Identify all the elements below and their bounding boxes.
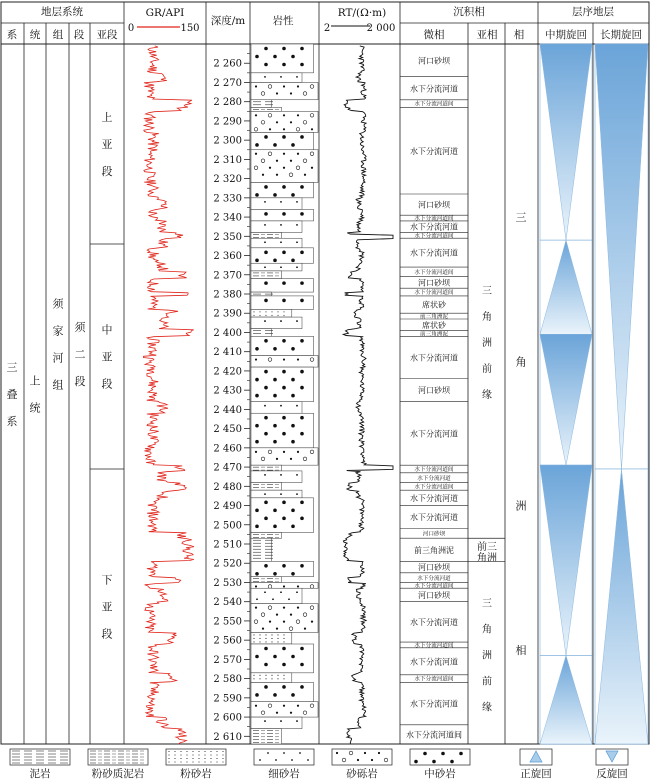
depth-tick-label: 2 420	[213, 366, 242, 378]
subfacies-label: 前三	[477, 542, 497, 554]
microfacies-header: 微相	[423, 29, 445, 41]
svg-text:洲: 洲	[482, 338, 492, 350]
legend-label: 反旋回	[596, 768, 628, 780]
depth-tick-label: 2 550	[213, 616, 242, 628]
gr-max-label: 150	[180, 23, 200, 34]
legend-item-siltstone	[166, 749, 226, 780]
microfacies-label: 水下分流河道	[410, 429, 458, 439]
depth-tick-label: 2 370	[213, 270, 242, 282]
svg-text:三: 三	[482, 598, 492, 610]
sed-facies-header: 沉积相	[453, 6, 485, 18]
legend-item-positive	[520, 749, 552, 780]
lithology-track	[251, 44, 318, 744]
depth-tick-label: 2 610	[213, 731, 242, 743]
rt-min-label: 2	[323, 23, 331, 34]
lith-bed	[251, 702, 318, 717]
formation-label	[53, 297, 65, 392]
medium-cycle-positive	[540, 334, 592, 465]
microfacies-label: 水下分流河道	[417, 475, 451, 482]
lith-bed	[251, 309, 292, 317]
microfacies-label: 河口砂坝	[418, 591, 450, 601]
lith-bed	[251, 182, 314, 197]
depth-header: 深度/m	[210, 15, 246, 27]
lith-bed	[251, 263, 302, 271]
series-text	[30, 374, 41, 415]
microfacies-label: 水下分流河道	[410, 657, 458, 667]
microfacies-label: 河口砂坝	[422, 531, 446, 538]
medium-cycle-header: 中期旋回	[545, 29, 587, 41]
svg-text:段: 段	[101, 165, 113, 178]
member-label	[75, 320, 87, 388]
svg-text:二: 二	[74, 348, 86, 361]
depth-tick-label: 2 400	[213, 327, 242, 339]
depth-tick-label: 2 360	[213, 251, 242, 263]
long-cycle-positive	[595, 44, 648, 469]
depth-tick-label: 2 500	[213, 520, 242, 532]
lith-bed	[251, 471, 302, 483]
svg-text:三: 三	[6, 361, 18, 374]
subfacies-label: 角洲	[477, 553, 497, 565]
microfacies-track	[400, 55, 468, 744]
svg-text:中: 中	[101, 323, 113, 337]
depth-tick-label: 2 460	[213, 443, 242, 455]
depth-tick-label: 2 380	[213, 289, 242, 301]
lith-bed	[251, 271, 282, 279]
microfacies-label: 前三角洲泥	[420, 314, 448, 321]
depth-tick-label: 2 410	[213, 347, 242, 359]
svg-text:亚: 亚	[101, 350, 113, 364]
depth-tick-label: 2 540	[213, 597, 242, 609]
lith-bed	[251, 317, 302, 329]
microfacies-label: 河口砂坝	[418, 278, 450, 288]
svg-text:须: 须	[74, 321, 86, 334]
svg-text:段: 段	[101, 377, 113, 391]
svg-text:角: 角	[482, 312, 492, 324]
depth-tick-label: 2 590	[213, 693, 242, 705]
sequence-header: 层序地层	[572, 6, 614, 18]
medium-cycle-positive	[540, 44, 592, 240]
microfacies-label: 水下分流河道间	[414, 270, 454, 277]
svg-text:系: 系	[6, 415, 18, 428]
lith-bed	[251, 561, 314, 576]
submember-header: 亚段	[96, 29, 118, 41]
depth-tick-label: 2 330	[213, 193, 242, 205]
legend-label: 泥岩	[29, 768, 51, 780]
microfacies-label: 河口砂坝	[418, 200, 450, 210]
svg-text:统: 统	[29, 401, 41, 415]
microfacies-label: 水下分流河道间	[414, 467, 454, 474]
depth-tick-label: 2 470	[213, 462, 242, 474]
svg-text:段: 段	[101, 627, 113, 641]
member-header: 段	[73, 29, 85, 41]
depth-tick-label: 2 490	[213, 501, 242, 513]
lith-bed	[251, 82, 318, 99]
series-header: 统	[29, 29, 41, 41]
svg-text:亚: 亚	[101, 138, 113, 151]
svg-text:段: 段	[74, 375, 86, 388]
submember-label	[102, 110, 113, 178]
microfacies-label: 水下分流河道间	[414, 290, 454, 297]
depth-tick-label: 2 510	[213, 539, 242, 551]
lith-bed	[251, 632, 292, 644]
microfacies-label: 前三角洲泥	[420, 331, 448, 338]
lith-bed	[251, 238, 302, 248]
rt-header: RT/(Ω·m)	[337, 7, 387, 19]
microfacies-label: 水下分流河道	[410, 146, 458, 156]
depth-tick-label: 2 350	[213, 231, 242, 243]
lith-bed	[251, 490, 302, 498]
svg-text:须: 须	[52, 297, 64, 311]
depth-tick-label: 2 300	[213, 135, 242, 147]
lith-bed	[251, 682, 314, 701]
legend-label: 粉砂岩	[180, 768, 212, 780]
formation-header: 组	[52, 29, 64, 41]
depth-tick-label: 2 340	[213, 212, 242, 224]
svg-text:下: 下	[101, 573, 113, 587]
facies-char: 角	[515, 355, 527, 369]
microfacies-label: 水下分流河道	[410, 248, 458, 258]
series-label	[30, 374, 41, 415]
depth-tick-label: 2 280	[213, 97, 242, 109]
depth-tick-label: 2 430	[213, 385, 242, 397]
microfacies-label: 水下分流河道间	[414, 484, 454, 491]
legend-label: 粉砂质泥岩	[91, 768, 145, 780]
lith-bed	[251, 329, 271, 337]
submember-label	[102, 323, 113, 391]
microfacies-label: 水下分流河道	[410, 222, 458, 232]
lith-bed	[251, 100, 271, 108]
microfacies-label: 河口砂坝	[418, 563, 450, 573]
depth-tick-label: 2 580	[213, 674, 242, 686]
legend-item-mud	[10, 749, 70, 780]
strat-system-header: 地层系统	[41, 6, 83, 18]
legend-item-pebbly	[332, 749, 392, 780]
depth-tick-label: 2 320	[213, 174, 242, 186]
medium-cycle-negative	[540, 656, 592, 744]
microfacies-label: 水下分流河道	[410, 353, 458, 363]
lith-bed	[251, 448, 318, 465]
long-cycle-header: 长期旋回	[600, 29, 642, 41]
depth-tick-label: 2 390	[213, 308, 242, 320]
microfacies-label: 水下分流河道	[410, 699, 458, 709]
svg-text:亚: 亚	[101, 600, 113, 614]
medium-cycle-track	[540, 44, 592, 744]
legend-label: 砂砾岩	[346, 768, 378, 780]
facies-char: 洲	[515, 499, 527, 513]
legend-label: 正旋回	[520, 768, 552, 780]
subfacies-label	[482, 285, 492, 401]
lith-bed	[251, 673, 292, 683]
rt-max-label: 2 000	[366, 23, 396, 34]
microfacies-label: 水下分流河道间	[414, 101, 454, 108]
depth-tick-label: 2 290	[213, 116, 242, 128]
lith-bed	[251, 367, 314, 402]
formation-text	[53, 297, 65, 392]
microfacies-label: 水下分流河道	[410, 493, 458, 503]
depth-tick-label: 2 520	[213, 558, 242, 570]
submember-column	[90, 110, 124, 641]
microfacies-label: 河口砂坝	[418, 56, 450, 66]
subfacies-track	[468, 285, 505, 713]
depth-tick-label: 2 560	[213, 635, 242, 647]
legend-item-negative	[596, 749, 628, 780]
facies-char: 三	[515, 211, 527, 225]
gr-header: GR/API	[145, 7, 185, 19]
svg-text:前: 前	[482, 364, 492, 376]
svg-text:上: 上	[101, 111, 113, 124]
depth-track	[213, 54, 250, 743]
facies-track	[516, 211, 527, 657]
legend-label: 细砂岩	[268, 768, 300, 780]
microfacies-label: 水下分流河道	[410, 84, 458, 94]
svg-text:缘: 缘	[482, 702, 492, 714]
depth-tick-label: 2 270	[213, 77, 242, 89]
lith-bed	[251, 248, 314, 263]
legend-label: 中砂岩	[424, 768, 456, 780]
legend-item-medium	[410, 749, 470, 780]
system-label	[7, 361, 18, 428]
svg-text:叠: 叠	[6, 388, 18, 401]
svg-text:前: 前	[482, 676, 492, 688]
legend	[10, 749, 628, 780]
lith-bed	[251, 356, 318, 368]
svg-text:河: 河	[52, 351, 64, 365]
lith-bed	[251, 132, 314, 149]
system-text	[7, 361, 18, 428]
member-text	[75, 320, 87, 388]
microfacies-label: 前三角洲泥	[414, 545, 454, 555]
lith-bed	[251, 336, 314, 355]
long-cycle-negative	[595, 469, 648, 744]
microfacies-label: 水下分流河道间	[414, 676, 454, 683]
microfacies-label: 水下分流河道间	[414, 643, 454, 650]
facies-char: 相	[515, 643, 527, 657]
depth-tick-label: 2 570	[213, 654, 242, 666]
system-header: 系	[6, 29, 18, 41]
lith-bed	[251, 482, 282, 490]
svg-text:家: 家	[52, 324, 64, 338]
svg-text:组: 组	[52, 378, 64, 392]
depth-tick-label: 2 480	[213, 481, 242, 493]
depth-tick-label: 2 260	[213, 58, 242, 70]
svg-text:缘: 缘	[482, 390, 492, 402]
lith-bed	[251, 538, 271, 561]
legend-item-fine	[254, 749, 314, 780]
medium-cycle-negative	[540, 240, 592, 334]
microfacies-label: 水下分流河道间	[406, 730, 462, 740]
depth-tick-label: 2 530	[213, 577, 242, 589]
gr-min-label: 0	[127, 23, 135, 34]
lith-bed	[251, 296, 314, 309]
lith-bed	[251, 413, 314, 448]
lith-bed	[251, 588, 302, 603]
lith-bed	[251, 73, 302, 83]
depth-tick-label: 2 600	[213, 712, 242, 724]
microfacies-label: 水下分流河道	[410, 617, 458, 627]
depth-tick-label: 2 450	[213, 424, 242, 436]
lith-bed	[251, 198, 302, 210]
lith-bed	[251, 221, 302, 233]
svg-text:三: 三	[482, 286, 492, 298]
gr-curve-line	[143, 46, 194, 744]
subfacies-label	[482, 598, 492, 714]
gr-curve-track	[143, 46, 194, 744]
microfacies-label: 水下分流河道间	[414, 583, 454, 590]
svg-text:洲: 洲	[482, 650, 492, 662]
legend-item-silty_mud	[88, 749, 148, 780]
lith-bed	[251, 279, 314, 292]
lith-bed	[251, 209, 314, 221]
depth-tick-label: 2 310	[213, 154, 242, 166]
rt-curve-line	[343, 46, 393, 744]
rt-curve-track	[343, 46, 393, 744]
svg-text:角: 角	[482, 624, 492, 636]
microfacies-label: 水下分流河道间	[414, 216, 454, 223]
submember-label	[102, 574, 113, 641]
subfacies-header: 亚相	[476, 29, 498, 41]
long-cycle-track	[595, 44, 648, 744]
microfacies-label: 水下分流河道间	[414, 233, 454, 240]
lith-bed	[251, 717, 302, 729]
medium-cycle-positive	[540, 465, 592, 655]
lithology-header: 岩性	[272, 15, 294, 27]
lith-bed	[251, 729, 282, 744]
microfacies-label: 水下分流河道	[417, 575, 451, 582]
microfacies-label: 席状砂	[422, 300, 446, 310]
microfacies-label: 水下分流河道	[410, 513, 458, 523]
microfacies-label: 席状砂	[422, 320, 446, 330]
lith-bed	[251, 498, 314, 533]
facies-header: 相	[513, 29, 525, 41]
svg-text:上: 上	[29, 374, 41, 388]
depth-tick-label: 2 440	[213, 404, 242, 416]
microfacies-label: 河口砂坝	[418, 386, 450, 396]
lith-bed	[251, 402, 302, 414]
